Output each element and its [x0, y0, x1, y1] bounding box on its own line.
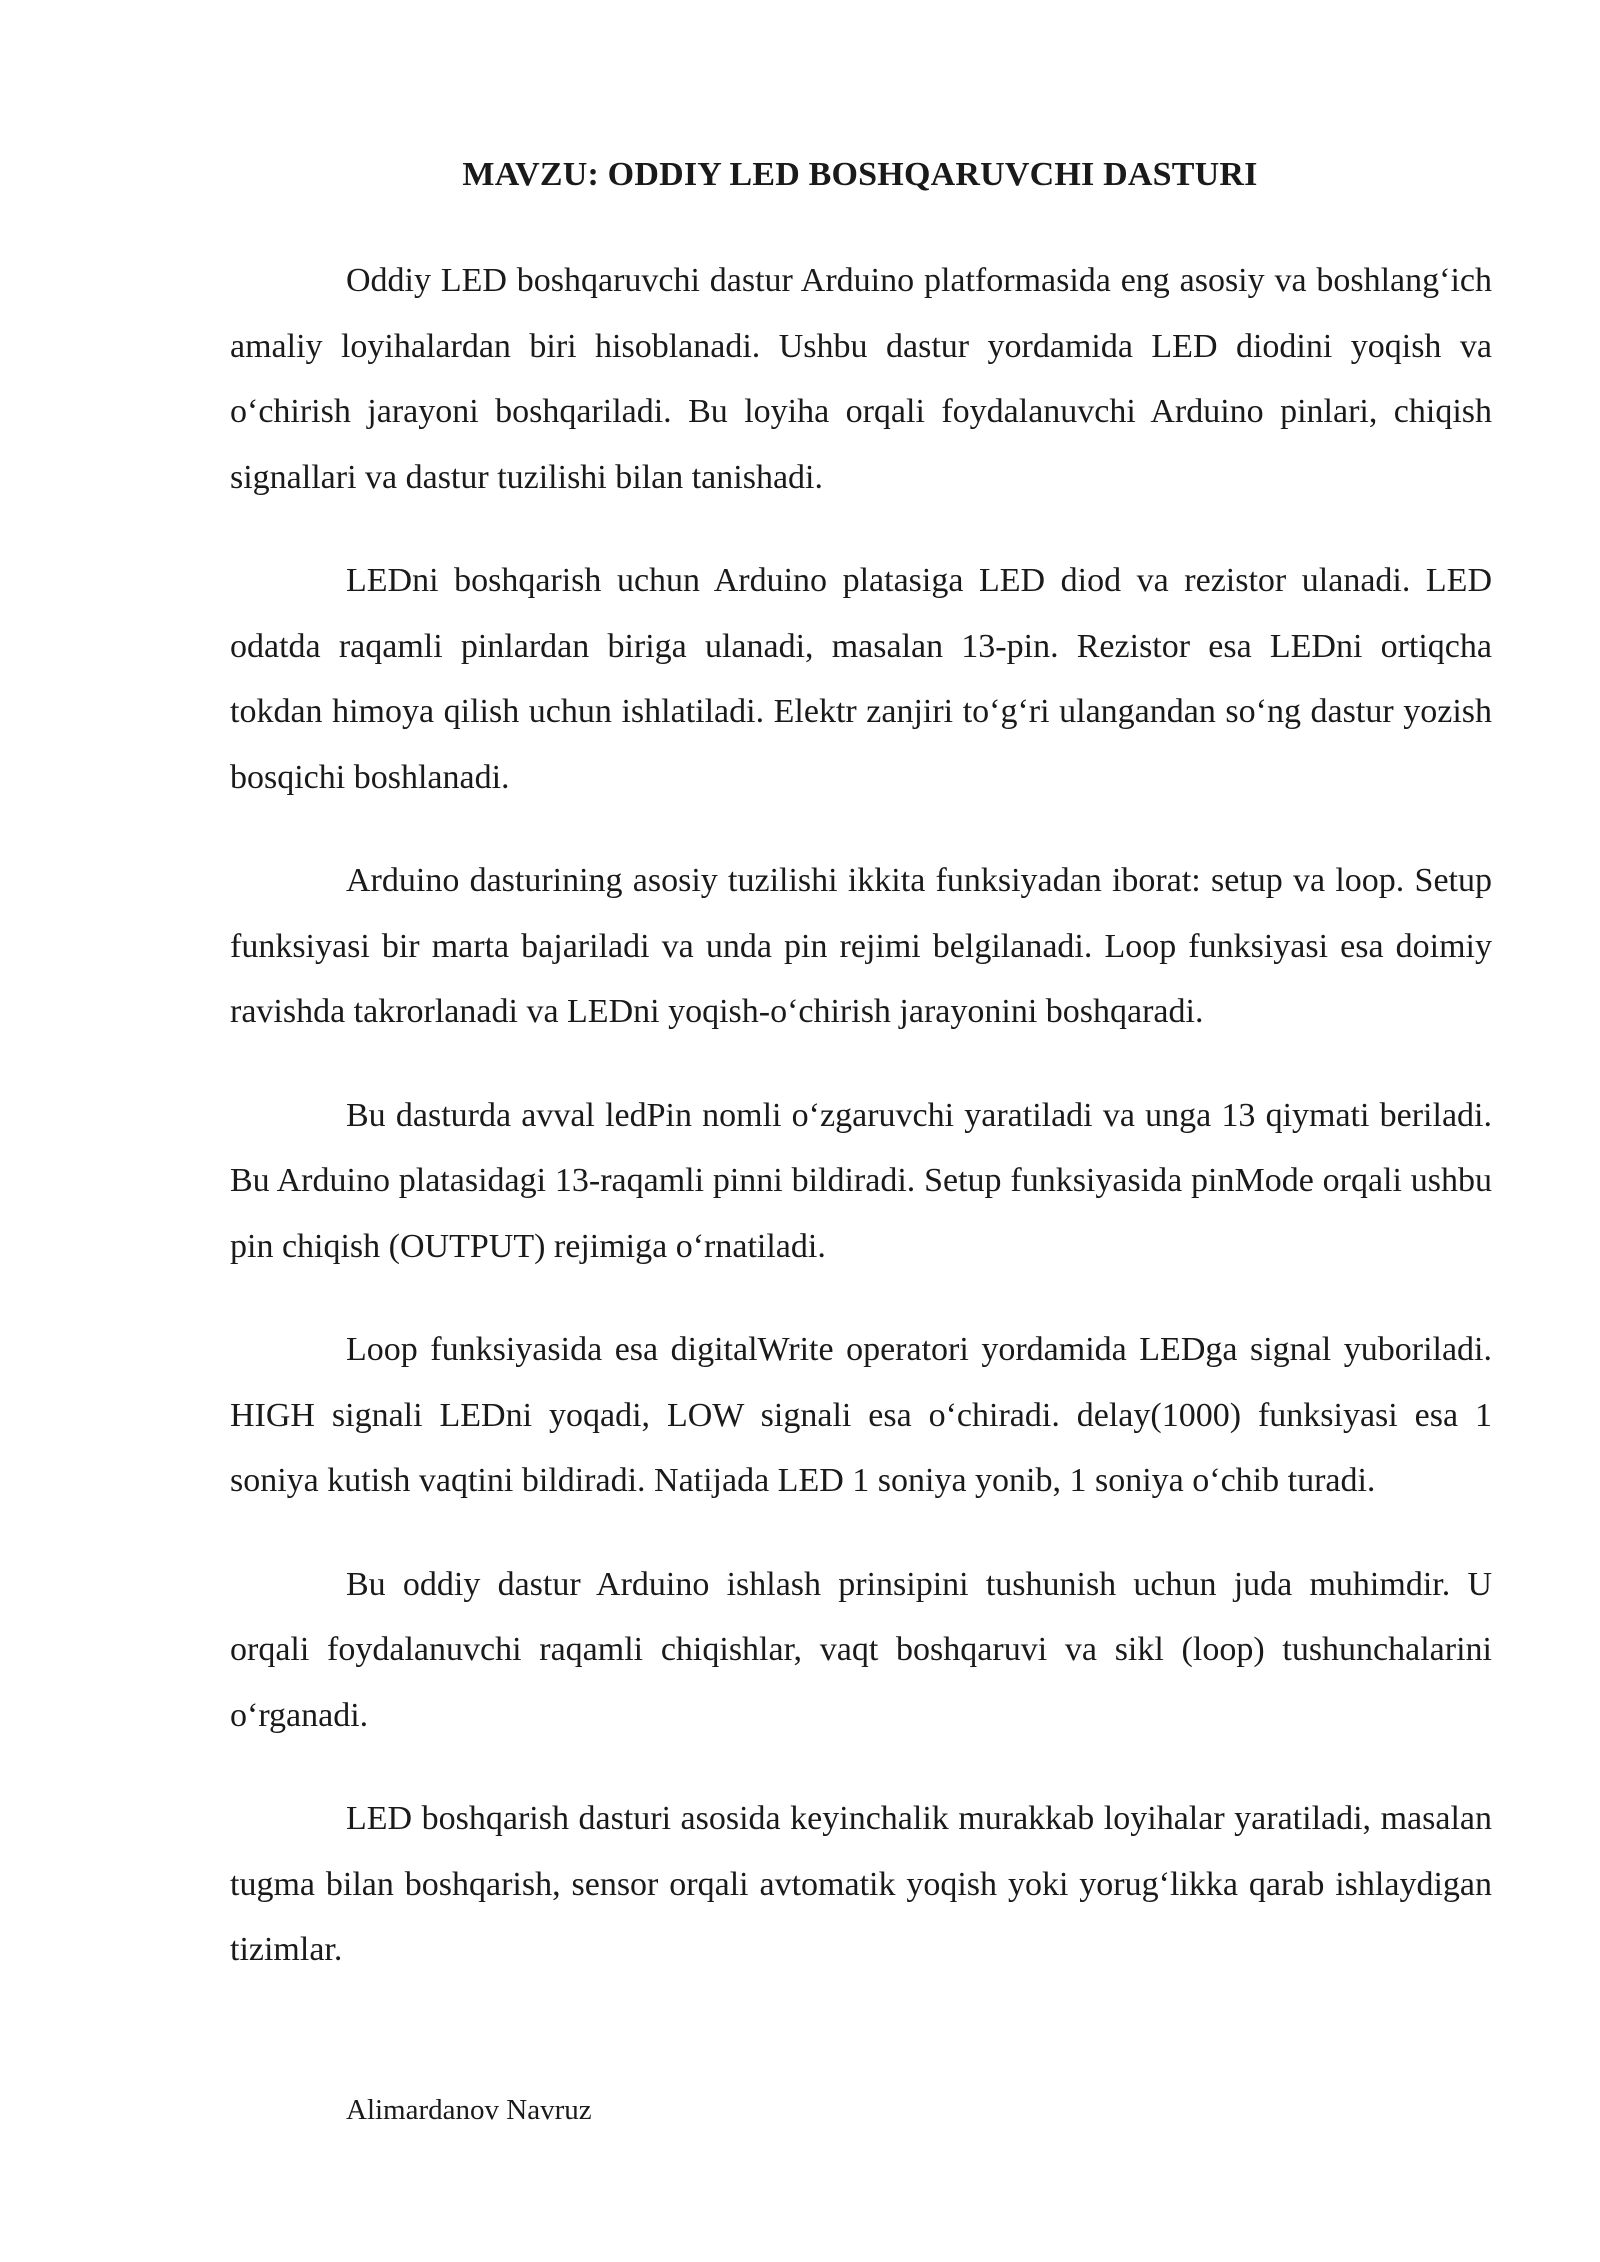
document-title: MAVZU: ODDIY LED BOSHQARUVCHI DASTURI — [462, 156, 1258, 193]
paragraph-4: Bu dasturda avval ledPin nomli o‘zgaruvchi yaratiladi va unga 13 qiymati beriladi. Bu Arduino platasidagi 13-raqamli pinni bildiradi. Setup funksiyasida pinMode orqali ushbu pin chiqish (OUTPUT) rejimiga o‘rnatiladi. — [230, 1096, 1492, 1265]
paragraph-6: Bu oddiy dastur Arduino ishlash prinsipini tushunish uchun juda muhimdir. U orqali foydalanuvchi raqamli chiqishlar, vaqt boshqaruvi va sikl (loop) tushunchalarini o‘rganadi. — [230, 1565, 1492, 1734]
document-body — [230, 248, 1492, 2021]
paragraph-5: Loop funksiyasida esa digitalWrite operatori yordamida LEDga signal yuboriladi. HIGH signali LEDni yoqadi, LOW signali esa o‘chiradi. delay(1000) funksiyasi esa 1 soniya kutish vaqtini bildiradi. Natijada LED 1 soniya yonib, 1 soniya o‘chib turadi. — [230, 1331, 1492, 1499]
paragraph-7: LED boshqarish dasturi asosida keyinchalik murakkab loyihalar yaratiladi, masalan tugma bilan boshqarish, sensor orqali avtomatik yoqish yoki yorug‘likka qarab ishlaydigan tizimlar. — [230, 1800, 1492, 1968]
paragraph-1: Oddiy LED boshqaruvchi dastur Arduino platformasida eng asosiy va boshlang‘ich amaliy loyihalardan biri hisoblanadi. Ushbu dastur yordamida LED diodini yoqish va o‘chirish jarayoni boshqariladi. Bu loyiha orqali foydalanuvchi Arduino pinlari, chiqish signallari va dastur tuzilishi bilan tanishadi. — [230, 262, 1492, 496]
paragraph-2: LEDni boshqarish uchun Arduino platasiga LED diod va rezistor ulanadi. LED odatda raqamli pinlardan biriga ulanadi, masalan 13-pin. Rezistor esa LEDni ortiqcha tokdan himoya qilish uchun ishlatiladi. Elektr zanjiri to‘g‘ri ulangandan so‘ng dastur yozish bosqichi boshlanadi. — [230, 562, 1492, 796]
paragraph-3: Arduino dasturining asosiy tuzilishi ikkita funksiyadan iborat: setup va loop. Setup funksiyasi bir marta bajariladi va unda pin rejimi belgilanadi. Loop funksiyasi esa doimiy ravishda takrorlanadi va LEDni yoqish-o‘chirish jarayonini boshqaradi. — [230, 862, 1492, 1030]
author-name: Alimardanov Navruz — [346, 2094, 592, 2126]
